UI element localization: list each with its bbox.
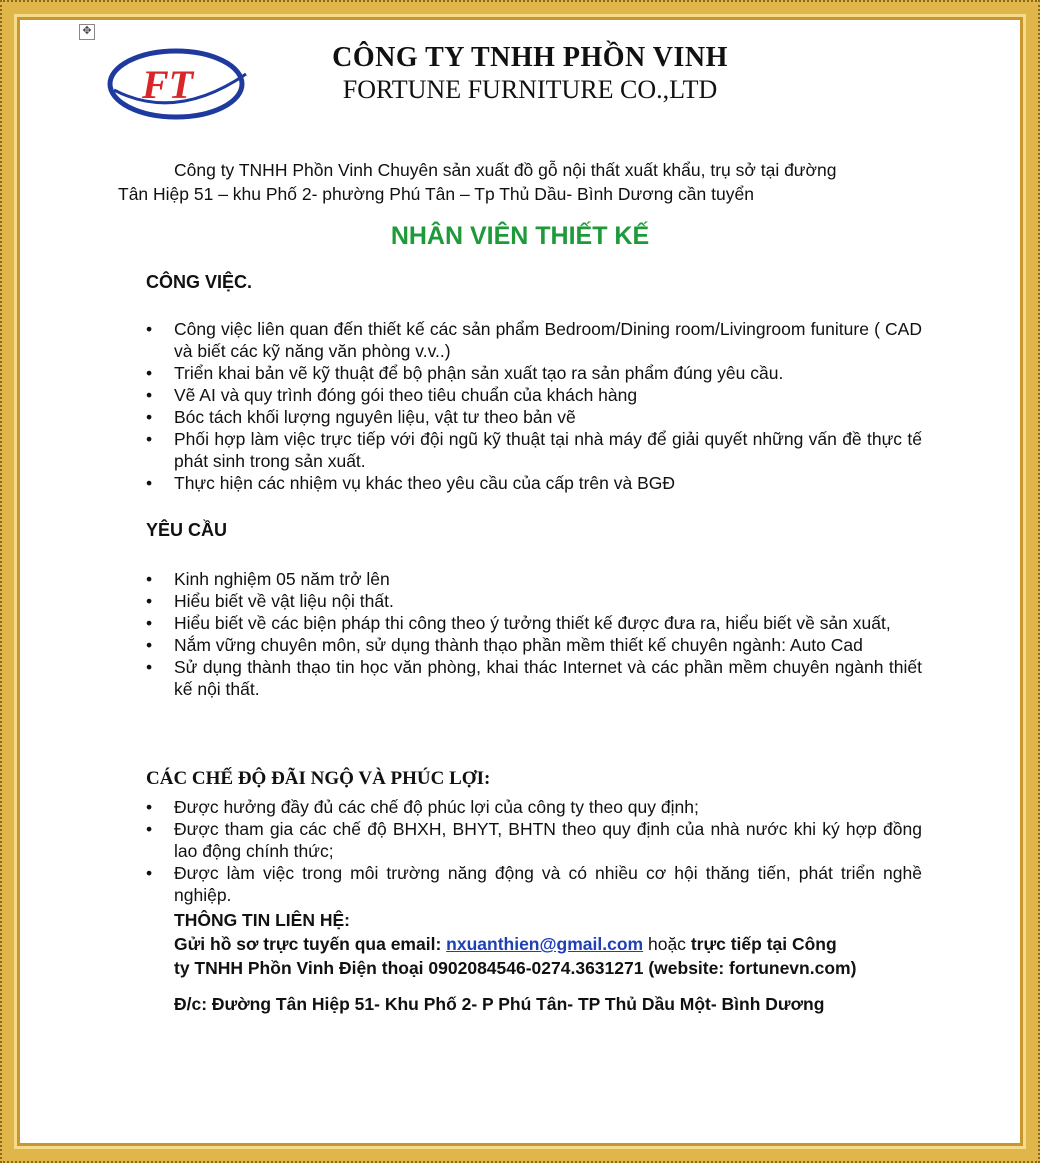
requirements-heading: YÊU CẦU [146,520,228,540]
contact-address: Đ/c: Đường Tân Hiệp 51- Khu Phố 2- P Phú Tân- TP Thủ Dầu Một- Bình Dương [174,994,825,1014]
list-item: • Công việc liên quan đến thiết kế các sản phẩm Bedroom/Dining room/Livingroom funiture ( CAD và biết các kỹ năng văn phòng v.v..) [146,318,922,362]
contact-send-prefix: Gửi hồ sơ trực tuyến qua email: [174,934,442,954]
intro-line-1: Công ty TNHH Phồn Vinh Chuyên sản xuất đồ gỗ nội thất xuất khẩu, trụ sở tại đường [174,160,837,180]
benefits-list [146,796,922,906]
company-logo [106,44,254,122]
contact-or: hoặc [647,934,686,954]
intro-paragraph [118,158,926,206]
list-item: • Kinh nghiệm 05 năm trở lên [146,568,922,590]
list-item: • Triển khai bản vẽ kỹ thuật để bộ phận sản xuất tạo ra sản phẩm đúng yêu cầu. [146,362,922,384]
list-item: • Được hưởng đầy đủ các chế độ phúc lợi của công ty theo quy định; [146,796,922,818]
company-header [300,42,760,106]
contact-line-1 [174,932,924,956]
list-item: • Thực hiện các nhiệm vụ khác theo yêu cầu của cấp trên và BGĐ [146,472,922,494]
list-item: • Được tham gia các chế độ BHXH, BHYT, BHTN theo quy định của nhà nước khi ký hợp đồng lao động chính thức; [146,818,922,862]
intro-line-2: Tân Hiệp 51 – khu Phố 2- phường Phú Tân – Tp Thủ Dầu- Bình Dương cần tuyển [118,184,754,204]
table-move-handle-icon[interactable]: ✥ [79,24,95,40]
list-item: • Sử dụng thành thạo tin học văn phòng, khai thác Internet và các phần mềm chuyên ngành thiết kế nội thất. [146,656,922,700]
contact-line-2: ty TNHH Phồn Vinh Điện thoại 0902084546-0274.3631271 (website: fortunevn.com) [174,958,857,978]
list-item: • Phối hợp làm việc trực tiếp với đội ngũ kỹ thuật tại nhà máy để giải quyết những vấn đề thực tế phát sinh trong sản xuất. [146,428,922,472]
logo-letters: FT [142,62,194,107]
email-link[interactable]: nxuanthien@gmail.com [446,934,644,954]
list-item: • Bóc tách khối lượng nguyên liệu, vật tư theo bản vẽ [146,406,922,428]
list-item: • Hiểu biết về các biện pháp thi công theo ý tưởng thiết kế được đưa ra, hiểu biết về sản xuất, [146,612,922,634]
contact-direct: trực tiếp tại Công [690,934,837,954]
duties-list [146,318,922,494]
list-item: • Được làm việc trong môi trường năng động và có nhiều cơ hội thăng tiến, phát triển nghề nghiệp. [146,862,922,906]
company-name-en: FORTUNE FURNITURE CO.,LTD [342,75,718,104]
company-name-vn: CÔNG TY TNHH PHỒN VINH [332,42,728,73]
list-item: • Nắm vững chuyên môn, sử dụng thành thạo phần mềm thiết kế chuyên ngành: Auto Cad [146,634,922,656]
job-title: NHÂN VIÊN THIẾT KẾ [390,222,650,250]
list-item: • Vẽ AI và quy trình đóng gói theo tiêu chuẩn của khách hàng [146,384,922,406]
contact-block [174,908,924,980]
requirements-list [146,568,922,700]
contact-heading: THÔNG TIN LIÊN HỆ: [174,910,350,930]
list-item: • Hiểu biết về vật liệu nội thất. [146,590,922,612]
benefits-heading: CÁC CHẾ ĐỘ ĐÃI NGỘ VÀ PHÚC LỢI: [146,768,491,789]
duties-heading: CÔNG VIỆC. [146,272,253,292]
